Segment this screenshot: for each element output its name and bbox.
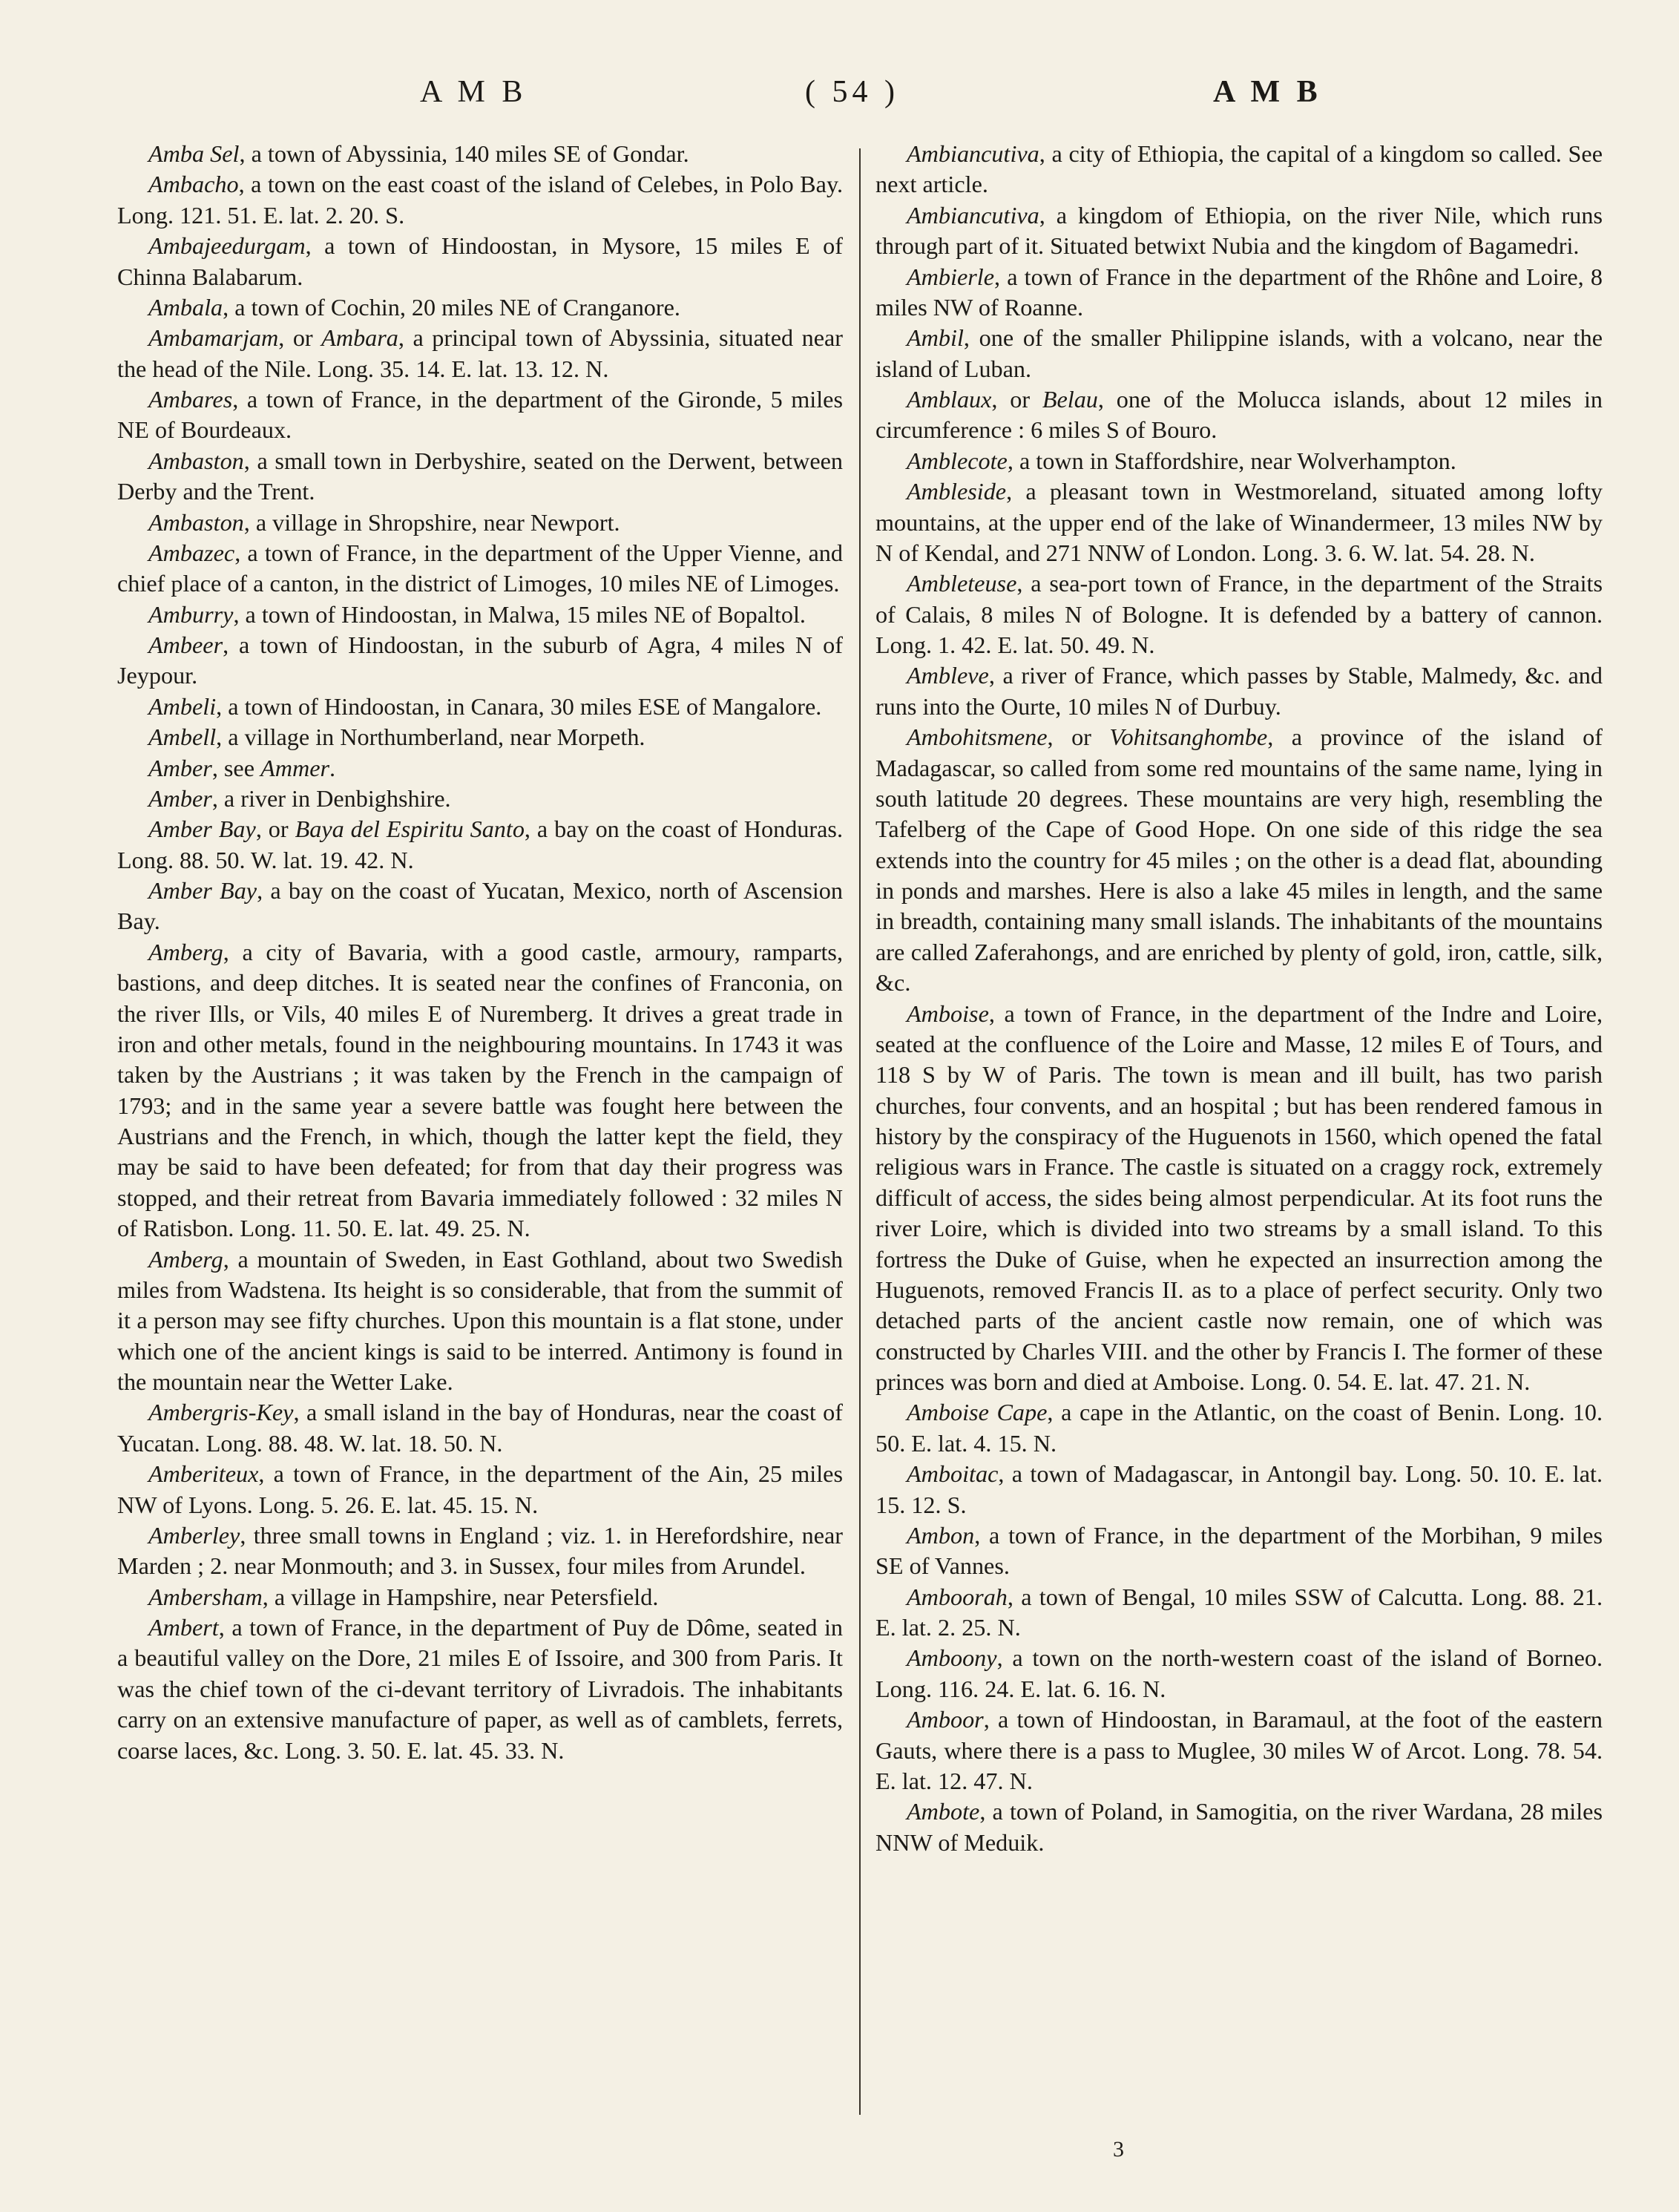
- entry-text: , a town of France, in the department of Puy de Dôme, seated in a beautiful valley on the Dore, 21 miles E of Issoire, and 300 from Paris. It was the chief town of the ci-devant territory of Livradois. The inhabitants carry on an extensive manufacture of paper, as well as of camblets, ferrets, coarse laces, &c. Long. 3. 50. E. lat. 45. 33. N.: [117, 1614, 843, 1764]
- entry-headword: Ambajeedurgam: [148, 232, 306, 260]
- entry-headword: Amber: [148, 784, 212, 812]
- page-number: ( 54 ): [805, 75, 899, 109]
- entry-text: , or: [991, 386, 1042, 413]
- gazetteer-entry: [875, 1582, 1603, 1644]
- entry-headword: Ambeer: [148, 631, 223, 658]
- entry-headword: Amboony: [907, 1644, 997, 1672]
- entry-text: , a town of France, in the department of the Gironde, 5 miles NE of Bourdeaux.: [117, 386, 843, 444]
- entry-text-continued: , a bay on the coast of Honduras. Long. 88. 50. W. lat. 19. 42. N.: [117, 815, 844, 873]
- gazetteer-entry: [875, 1397, 1603, 1459]
- gazetteer-entry: [875, 1459, 1603, 1520]
- entry-text: , a town of France, in the department of the Upper Vienne, and chief place of a canton, in the district of Limoges, 10 miles NE of Limoges.: [117, 539, 843, 597]
- entry-text: , a town of Hindoostan, in Mysore, 15 miles E of Chinna Balabarum.: [117, 232, 843, 290]
- entry-headword: Amber Bay: [148, 815, 256, 843]
- entry-text: , a mountain of Sweden, in East Gothland, about two Swedish miles from Wadstena. Its height is so considerable, that from the summit of it a person may see fifty churches. Upon this mountain is a flat stone, under which one of the ancient kings is said to be interred. Antimony is found in the mountain near the Wetter Lake.: [117, 1245, 843, 1395]
- entry-headword: Ambohitsmene: [907, 723, 1048, 751]
- entry-text: , three small towns in England ; viz. 1. in Herefordshire, near Marden ; 2. near Monmouth; and 3. in Sussex, four miles from Arundel.: [117, 1521, 843, 1580]
- gazetteer-entry: [875, 568, 1603, 660]
- entry-headword: Amburry: [148, 600, 234, 628]
- entry-headword: Amboise Cape: [907, 1399, 1048, 1426]
- entry-headword: Ambleside: [907, 478, 1007, 505]
- gazetteer-entry: [875, 262, 1603, 324]
- entry-headword: Ambares: [148, 386, 233, 413]
- entry-text: , a village in Northumberland, near Morpeth.: [216, 723, 645, 751]
- entry-text: , a village in Shropshire, near Newport.: [243, 508, 620, 536]
- entry-headword: Ambeli: [148, 692, 217, 720]
- gazetteer-entry: [117, 630, 843, 692]
- entry-headword: Ambote: [907, 1798, 980, 1825]
- entry-text: , a cape in the Atlantic, on the coast of Benin. Long. 10. 50. E. lat. 4. 15. N.: [875, 1399, 1603, 1457]
- gazetteer-entry: [875, 384, 1603, 446]
- gazetteer-entry: [117, 538, 843, 600]
- entry-headword: Ambert: [148, 1614, 219, 1641]
- entry-headword: Amboise: [907, 1000, 989, 1027]
- entry-text: , a town on the east coast of the island of Celebes, in Polo Bay. Long. 121. 51. E. lat. 2. 20. S.: [117, 171, 843, 229]
- gazetteer-entry: [875, 1796, 1603, 1858]
- entry-text: , a town in Staffordshire, near Wolverhampton.: [1007, 447, 1456, 474]
- entry-headword: Ambil: [907, 324, 964, 352]
- entry-headword: Ambiancutiva: [907, 201, 1039, 229]
- entry-text: , a city of Bavaria, with a good castle, armoury, ramparts, bastions, and deep ditches. It is seated near the confines of Franconia, on the river Ills, or Vils, 40 miles E of Nuremberg. It drives a great trade in iron and other metals, found in the neighbouring mountains. In 1743 it was taken by the Austrians ; it was taken by the French in the campaign of 1793; and in the same year a severe battle was fought here between the Austrians and the French, in which, though the latter kept the field, they may be said to have been defeated; for from that day their progress was stopped, and their retreat from Bavaria immediately followed : 32 miles N of Ratisbon. Long. 11. 50. E. lat. 49. 25. N.: [117, 938, 843, 1242]
- gazetteer-entry: [875, 323, 1603, 384]
- gazetteer-entry: [117, 722, 843, 752]
- gazetteer-entry: [875, 200, 1603, 262]
- gazetteer-entry: [117, 169, 843, 231]
- gazetteer-entry: [875, 1643, 1603, 1704]
- left-column: [117, 139, 843, 1766]
- entry-text: , a river of France, which passes by Stable, Malmedy, &c. and runs into the Ourte, 10 miles N of Durbuy.: [875, 662, 1603, 720]
- entry-text: , a town of Cochin, 20 miles NE of Cranganore.: [223, 293, 680, 321]
- gazetteer-entry: [117, 1612, 843, 1766]
- entry-text: , a town of Hindoostan, in Canara, 30 miles ESE of Mangalore.: [216, 692, 822, 720]
- gazetteer-entry: [117, 692, 843, 722]
- entry-text: , a town of Hindoostan, in Baramaul, at the foot of the eastern Gauts, where there is a pass to Muglee, 30 miles W of Arcot. Long. 78. 54. E. lat. 12. 47. N.: [875, 1706, 1603, 1794]
- gazetteer-entry: [875, 999, 1603, 1398]
- gazetteer-entry: [117, 446, 843, 508]
- entry-text-continued: , a province of the island of Madagascar, so called from some red mountains of the same name, lying in south latitude 20 degrees. These mountains are very high, resembling the Tafelberg of the Cape of Good Hope. On one side of this ridge the sea extends into the country for 45 miles ; on the other is a dead flat, abounding in ponds and marshes. Here is also a lake 45 miles in length, and the same in breadth, containing many small islands. The inhabitants of the mountains are called Zaferahongs, and are enriched by plenty of gold, iron, cattle, silk, &c.: [875, 723, 1603, 997]
- entry-headword: Ambaston: [148, 447, 244, 474]
- gazetteer-entry: [875, 722, 1603, 998]
- entry-headword: Ambon: [907, 1521, 975, 1549]
- entry-headword: Amboor: [907, 1706, 984, 1733]
- column-divider: [859, 148, 861, 2115]
- entry-text: , a kingdom of Ethiopia, on the river Nile, which runs through part of it. Situated betwixt Nubia and the kingdom of Bagamedri.: [875, 201, 1603, 260]
- entry-headword: Ambazec: [148, 539, 235, 566]
- entry-text-continued: .: [329, 754, 336, 781]
- entry-text: , or: [1047, 723, 1110, 751]
- gazetteer-entry: [117, 753, 843, 784]
- gazetteer-entry: [117, 876, 843, 937]
- gazetteer-entry: [875, 476, 1603, 568]
- gazetteer-entry: [117, 1582, 843, 1612]
- entry-headword: Ambleve: [907, 662, 989, 689]
- entry-text: , a town of France, in the department of the Ain, 25 miles NW of Lyons. Long. 5. 26. E. lat. 45. 15. N.: [117, 1460, 843, 1518]
- entry-alt-name: Belau: [1042, 386, 1098, 413]
- gazetteer-entry: [117, 1459, 843, 1520]
- entry-headword: Ambierle: [907, 263, 994, 290]
- entry-text: , a town of Poland, in Samogitia, on the river Wardana, 28 miles NNW of Meduik.: [875, 1798, 1603, 1856]
- gazetteer-entry: [117, 508, 843, 538]
- entry-headword: Amberg: [148, 938, 223, 965]
- entry-text: , or: [278, 324, 322, 352]
- entry-headword: Amblecote: [907, 447, 1008, 474]
- entry-headword: Ambiancutiva: [907, 140, 1039, 167]
- entry-headword: Amberg: [148, 1245, 223, 1273]
- entry-alt-name: Vohitsanghombe: [1109, 723, 1268, 751]
- entry-text: , a sea-port town of France, in the department of the Straits of Calais, 8 miles N of Bologne. It is defended by a battery of cannon. Long. 1. 42. E. lat. 50. 49. N.: [875, 570, 1603, 658]
- entry-headword: Ambala: [148, 293, 223, 321]
- entry-headword: Ambersham: [148, 1583, 263, 1610]
- entry-headword: Ambaston: [148, 508, 244, 536]
- signature-mark: 3: [1113, 2137, 1124, 2162]
- entry-text: , a town of Hindoostan, in Malwa, 15 miles NE of Bopaltol.: [233, 600, 806, 628]
- entry-headword: Amblaux: [907, 386, 992, 413]
- entry-text: , a town of France, in the department of the Indre and Loire, seated at the confluence of the Loire and Masse, 12 miles E of Tours, and 118 S by W of Paris. The town is mean and ill built, has two parish churches, four convents, and an hospital ; but has been rendered famous in history by the conspiracy of the Huguenots in 1560, which opened the fatal religious wars in France. The castle is situated on a craggy rock, extremely difficult of access, the sides being almost perpendicular. At its foot runs the river Loire, which is divided into two streams by a small island. To this fortress the Duke of Guise, when he expected an insurrection among the Huguenots, removed Francis II. as to a place of perfect security. Only two detached parts of the ancient castle now remain, one of which was constructed by Charles VIII. and the other by Francis I. The former of these princes was born and died at Amboise. Long. 0. 54. E. lat. 47. 21. N.: [875, 1000, 1603, 1395]
- entry-text: , one of the smaller Philippine islands, with a volcano, near the island of Luban.: [875, 324, 1603, 382]
- entry-text: , a small town in Derbyshire, seated on the Derwent, between Derby and the Trent.: [117, 447, 843, 505]
- gazetteer-entry: [875, 446, 1603, 476]
- entry-text: , or: [255, 815, 295, 843]
- entry-alt-name: Ammer: [260, 754, 330, 781]
- entry-headword: Amboorah: [907, 1583, 1008, 1610]
- gazetteer-entry: [117, 1520, 843, 1582]
- entry-headword: Amberley: [148, 1521, 240, 1549]
- gazetteer-entry: [117, 139, 843, 169]
- gazetteer-entry: [117, 384, 843, 446]
- gazetteer-entry: [875, 660, 1603, 722]
- entry-headword: Ambleteuse: [907, 570, 1017, 597]
- entry-headword: Ambell: [148, 723, 217, 751]
- entry-text: , a town on the north-western coast of the island of Borneo. Long. 116. 24. E. lat. 6. 16. N.: [875, 1644, 1603, 1702]
- entry-headword: Amber Bay: [148, 877, 257, 904]
- gazetteer-entry: [117, 814, 843, 876]
- entry-text: , a town of Abyssinia, 140 miles SE of Gondar.: [239, 140, 689, 167]
- header-left: A M B: [420, 75, 528, 109]
- gazetteer-entry: [117, 937, 843, 1244]
- entry-text: , a town of France, in the department of the Morbihan, 9 miles SE of Vannes.: [875, 1521, 1603, 1580]
- entry-text: , a town of Bengal, 10 miles SSW of Calcutta. Long. 88. 21. E. lat. 2. 25. N.: [875, 1583, 1603, 1641]
- gazetteer-entry: [875, 1704, 1603, 1796]
- entry-headword: Ambamarjam: [148, 324, 279, 352]
- entry-text: , a town of Hindoostan, in the suburb of Agra, 4 miles N of Jeypour.: [117, 631, 843, 689]
- entry-text: , a bay on the coast of Yucatan, Mexico, north of Ascension Bay.: [117, 877, 843, 935]
- entry-text-continued: , a principal town of Abyssinia, situated near the head of the Nile. Long. 35. 14. E. lat. 13. 12. N.: [117, 324, 844, 382]
- entry-text: , a town of France in the department of the Rhône and Loire, 8 miles NW of Roanne.: [875, 263, 1603, 321]
- gazetteer-entry: [117, 1244, 843, 1398]
- gazetteer-entry: [875, 139, 1603, 200]
- entry-text: , a pleasant town in Westmoreland, situated among lofty mountains, at the upper end of the lake of Winandermeer, 13 miles NW by N of Kendal, and 271 NNW of London. Long. 3. 6. W. lat. 54. 28. N.: [875, 478, 1603, 566]
- entry-text: , see: [211, 754, 261, 781]
- right-column: [875, 139, 1603, 1858]
- entry-headword: Amberiteux: [148, 1460, 259, 1488]
- entry-text: , a town of Madagascar, in Antongil bay. Long. 50. 10. E. lat. 15. 12. S.: [875, 1460, 1603, 1518]
- entry-alt-name: Baya del Espiritu Santo: [295, 815, 525, 843]
- entry-headword: Ambacho: [148, 171, 239, 198]
- gazetteer-entry: [117, 231, 843, 292]
- entry-text: , a village in Hampshire, near Petersfield.: [262, 1583, 659, 1610]
- gazetteer-entry: [117, 600, 843, 630]
- entry-headword: Amba Sel: [148, 140, 240, 167]
- entry-text: , a city of Ethiopia, the capital of a kingdom so called. See next article.: [875, 140, 1603, 198]
- gazetteer-entry: [117, 1397, 843, 1459]
- header-right: A M B: [1213, 75, 1322, 109]
- gazetteer-entry: [117, 292, 843, 323]
- gazetteer-entry: [875, 1520, 1603, 1582]
- entry-text: , a small island in the bay of Honduras, near the coast of Yucatan. Long. 88. 48. W. lat. 18. 50. N.: [117, 1399, 843, 1457]
- entry-text-continued: , one of the Molucca islands, about 12 miles in circumference : 6 miles S of Bouro.: [875, 386, 1603, 444]
- entry-headword: Amber: [148, 754, 212, 781]
- gazetteer-entry: [117, 323, 843, 384]
- gazetteer-entry: [117, 784, 843, 814]
- entry-alt-name: Ambara: [321, 324, 398, 352]
- entry-headword: Amboitac: [907, 1460, 999, 1488]
- running-header: [0, 74, 1679, 119]
- entry-text: , a river in Denbighshire.: [211, 784, 451, 812]
- entry-headword: Ambergris-Key: [148, 1399, 294, 1426]
